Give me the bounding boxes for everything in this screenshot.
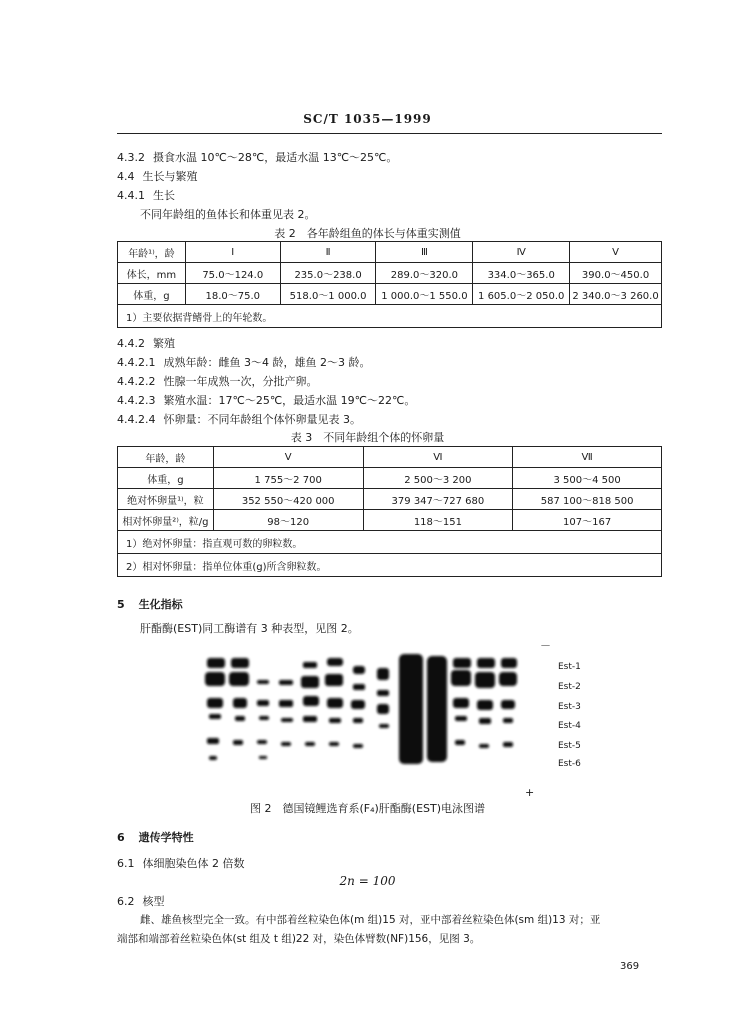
table-cell: 年龄¹⁾，龄 — [118, 242, 186, 263]
karyotype-paragraph-line-1: 雌、雄鱼核型完全一致。有中部着丝粒染色体(m 组)15 对，亚中部着丝粒染色体(sm 组)13 对；亚 — [140, 914, 601, 926]
table-3 — [117, 446, 662, 577]
section-text: 繁殖水温：17℃～25℃，最适水温 19℃～22℃。 — [163, 394, 416, 407]
table2-caption: 表 2 各年龄组鱼的体长与体重实测值 — [274, 227, 461, 240]
section-4-4-2-1 — [117, 354, 370, 370]
table-cell: 体重，g — [118, 284, 186, 305]
table-note-row — [118, 531, 662, 554]
table-2 — [117, 241, 662, 328]
section-heading: 生化指标 — [138, 598, 183, 611]
section-6-1 — [117, 855, 245, 871]
section-4-4 — [117, 168, 198, 184]
table-header-row — [118, 447, 662, 468]
band-label-est-3: Est-3 — [558, 702, 581, 712]
section-number: 5 — [117, 598, 125, 611]
section-heading: 生长 — [153, 189, 175, 202]
table-cell: 体长，mm — [118, 263, 186, 284]
table-cell: 3 500～4 500 — [513, 468, 662, 489]
table-row — [118, 284, 662, 305]
section-4-4-1 — [117, 187, 175, 203]
table-cell: 352 550～420 000 — [213, 489, 363, 510]
band-label-est-1: Est-1 — [558, 662, 581, 672]
table-cell: 98～120 — [213, 510, 363, 531]
table-cell: Ⅴ — [213, 447, 363, 468]
chromosome-formula: 2n = 100 — [339, 874, 396, 888]
section-6 — [117, 829, 194, 845]
table-cell: 518.0～1 000.0 — [280, 284, 376, 305]
table-cell: 2 340.0～3 260.0 — [570, 284, 662, 305]
section-heading: 核型 — [142, 895, 165, 908]
section-text: 成熟年龄：雌鱼 3～4 龄，雄鱼 2～3 龄。 — [163, 356, 371, 369]
table-cell: 年龄，龄 — [118, 447, 214, 468]
table-row — [118, 510, 662, 531]
figure2-caption: 图 2 德国镜鲤选育系(F₄)肝酯酶(EST)电泳图谱 — [249, 802, 486, 815]
table-cell: Ⅴ — [570, 242, 662, 263]
table-cell: 390.0～450.0 — [570, 263, 662, 284]
table-cell: 289.0～320.0 — [376, 263, 473, 284]
table-note: 2）相对怀卵量：指单位体重(g)所含卵粒数。 — [118, 554, 662, 577]
band-label-est-6: Est-6 — [558, 759, 581, 769]
table-cell: Ⅳ — [473, 242, 570, 263]
band-label-est-2: Est-2 — [558, 682, 581, 692]
table-row — [118, 468, 662, 489]
table-header-row — [118, 242, 662, 263]
table-cell: 体重，g — [118, 468, 214, 489]
table-cell: 107～167 — [513, 510, 662, 531]
table-cell: 相对怀卵量²⁾，粒/g — [118, 510, 214, 531]
table-cell: 1 000.0～1 550.0 — [376, 284, 473, 305]
table-cell: Ⅰ — [185, 242, 280, 263]
section-number: 4.4.2 — [117, 337, 145, 350]
karyotype-paragraph-line-2: 端部和端部着丝粒染色体(st 组及 t 组)22 对，染色体臂数(NF)156，见图 3。 — [117, 933, 481, 945]
electrophoresis-gel-image — [195, 640, 545, 788]
table-cell: 2 500～3 200 — [363, 468, 513, 489]
page-header: SC/T 1035—1999 — [303, 112, 432, 126]
table-note-row — [118, 554, 662, 577]
section-number: 4.4.2.4 — [117, 413, 156, 426]
table-note: 1）绝对怀卵量：指直观可数的卵粒数。 — [118, 531, 662, 554]
table-cell: 1 755～2 700 — [213, 468, 363, 489]
table-note: 1）主要依据背鳍骨上的年轮数。 — [118, 305, 662, 328]
section-text: 怀卵量：不同年龄组个体怀卵量见表 3。 — [163, 413, 361, 426]
section-heading: 体细胞染色体 2 倍数 — [142, 857, 245, 870]
section-number: 4.4.1 — [117, 189, 145, 202]
section-4-4-2-4 — [117, 411, 361, 427]
section-4-4-2-3 — [117, 392, 415, 408]
band-label-est-5: Est-5 — [558, 741, 581, 751]
table-cell: Ⅲ — [376, 242, 473, 263]
gel-plus-sign: + — [525, 786, 535, 799]
page-number: 369 — [620, 961, 640, 972]
table-cell: 1 605.0～2 050.0 — [473, 284, 570, 305]
table-cell: 118～151 — [363, 510, 513, 531]
table-note-row — [118, 305, 662, 328]
section-text: 性腺一年成熟一次，分批产卵。 — [163, 375, 318, 388]
section-heading: 生长与繁殖 — [142, 170, 198, 183]
table-cell: 235.0～238.0 — [280, 263, 376, 284]
band-label-est-4: Est-4 — [558, 721, 581, 731]
table-cell: Ⅵ — [363, 447, 513, 468]
section-number: 6 — [117, 831, 125, 844]
gel-minus-sign: － — [540, 639, 551, 652]
section-heading: 繁殖 — [153, 337, 175, 350]
gel-svg — [195, 640, 545, 788]
section-number: 4.3.2 — [117, 151, 145, 164]
table-cell: 587 100～818 500 — [513, 489, 662, 510]
section-heading: 遗传学特性 — [138, 831, 194, 844]
section-number: 4.4.2.2 — [117, 375, 156, 388]
section-4-4-2-2 — [117, 373, 317, 389]
section-4-3-2 — [117, 149, 397, 165]
table-cell: 绝对怀卵量¹⁾，粒 — [118, 489, 214, 510]
section-text: 摄食水温 10℃～28℃，最适水温 13℃～25℃。 — [153, 151, 398, 164]
table-cell: 18.0～75.0 — [185, 284, 280, 305]
table-cell: Ⅱ — [280, 242, 376, 263]
section-5 — [117, 596, 183, 612]
section-number: 6.1 — [117, 857, 135, 870]
paragraph-growth: 不同年龄组的鱼体长和体重见表 2。 — [140, 208, 316, 221]
table-cell: 75.0～124.0 — [185, 263, 280, 284]
table3-caption: 表 3 不同年龄组个体的怀卵量 — [290, 431, 445, 444]
paragraph-est: 肝酯酶(EST)同工酶谱有 3 种表型，见图 2。 — [140, 622, 359, 635]
table-cell: 379 347～727 680 — [363, 489, 513, 510]
header-rule — [117, 133, 662, 134]
section-6-2 — [117, 893, 165, 909]
section-number: 4.4.2.3 — [117, 394, 156, 407]
section-4-4-2 — [117, 335, 175, 351]
table-row — [118, 263, 662, 284]
section-number: 4.4.2.1 — [117, 356, 156, 369]
section-number: 4.4 — [117, 170, 135, 183]
section-number: 6.2 — [117, 895, 135, 908]
table-row — [118, 489, 662, 510]
table-cell: 334.0～365.0 — [473, 263, 570, 284]
table-cell: Ⅶ — [513, 447, 662, 468]
